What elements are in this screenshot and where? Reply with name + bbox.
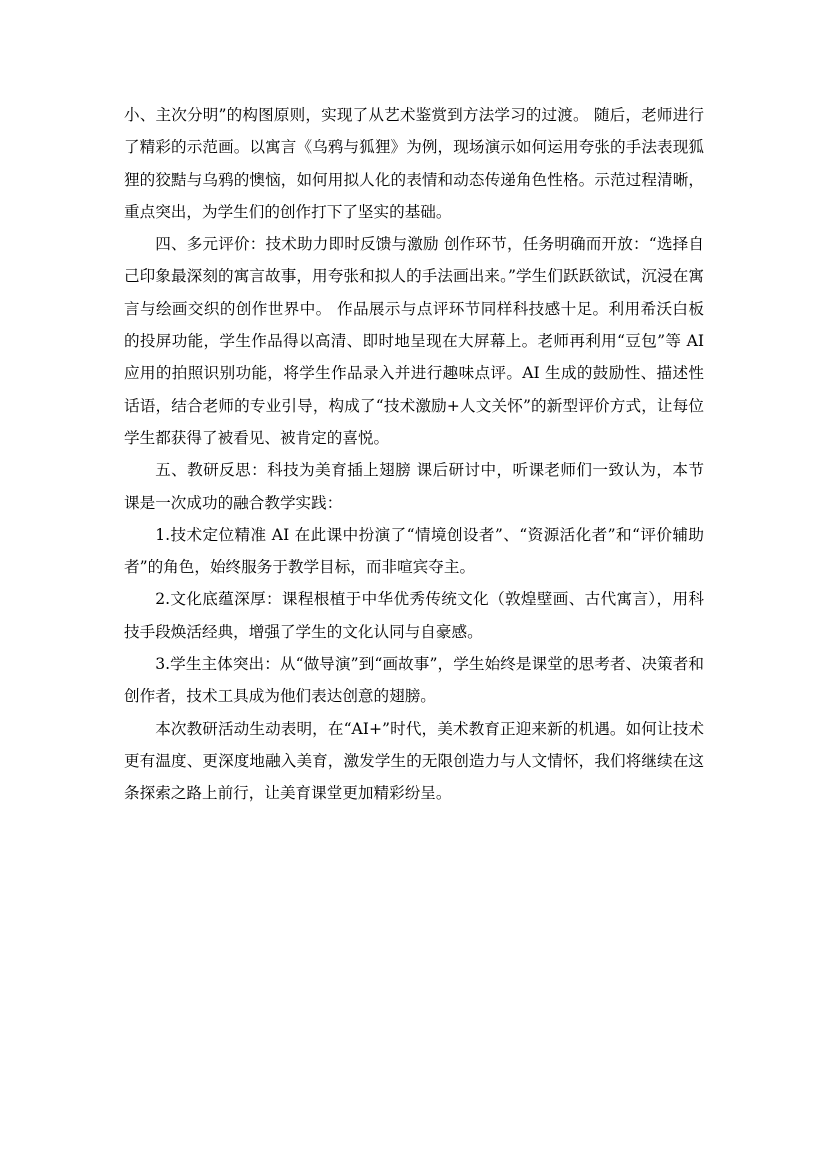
list-item-2: 2.文化底蕴深厚：课程根植于中华优秀传统文化（敦煌壁画、古代寓言），用科技手段焕活经典，增强了学生的文化认同与自豪感。 bbox=[124, 590, 704, 641]
document-body bbox=[124, 99, 704, 810]
list-item-1: 1.技术定位精准 AI 在此课中扮演了“情境创设者”、“资源活化者”和“评价辅助者”的角色，始终服务于教学目标，而非喧宾夺主。 bbox=[124, 525, 704, 577]
paragraph-section-five-reflection: 五、教研反思：科技为美育插上翅膀 课后研讨中，听课老师们一致认为，本节课是一次成功的融合教学实践： bbox=[124, 461, 704, 512]
paragraph-section-four-evaluation: 四、多元评价：技术助力即时反馈与激励 创作环节，任务明确而开放：“选择自己印象最深刻的寓言故事，用夸张和拟人的手法画出来。”学生们跃跃欲试，沉浸在寓言与绘画交织的创作世界中。 作品展示与点评环节同样科技感十足。利用希沃白板的投屏功能，学生作品得以高清、即时地呈现在大屏幕上。老师再利用“豆包”等 AI 应用的拍照识别功能，将学生作品录入并进行趣味点评。AI 生成的鼓励性、描述性话语，结合老师的专业引导，构成了“技术激励+人文关怀”的新型评价方式，让每位学生都获得了被看见、被肯定的喜悦。 bbox=[124, 235, 704, 447]
list-item-3: 3.学生主体突出：从“做导演”到“画故事”，学生始终是课堂的思考者、决策者和创作者，技术工具成为他们表达创意的翅膀。 bbox=[124, 655, 704, 706]
paragraph-demonstration: 小、主次分明”的构图原则，实现了从艺术鉴赏到方法学习的过渡。 随后，老师进行了精彩的示范画。以寓言《乌鸦与狐狸》为例，现场演示如何运用夸张的手法表现狐狸的狡黠与乌鸦的懊恼，如何用拟人化的表情和动态传递角色性格。示范过程清晰，重点突出，为学生们的创作打下了坚实的基础。 bbox=[124, 106, 704, 221]
paragraph-conclusion: 本次教研活动生动表明，在“AI+”时代，美术教育正迎来新的机遇。如何让技术更有温度、更深度地融入美育，激发学生的无限创造力与人文情怀，我们将继续在这条探索之路上前行，让美育课堂更加精彩纷呈。 bbox=[124, 719, 704, 803]
